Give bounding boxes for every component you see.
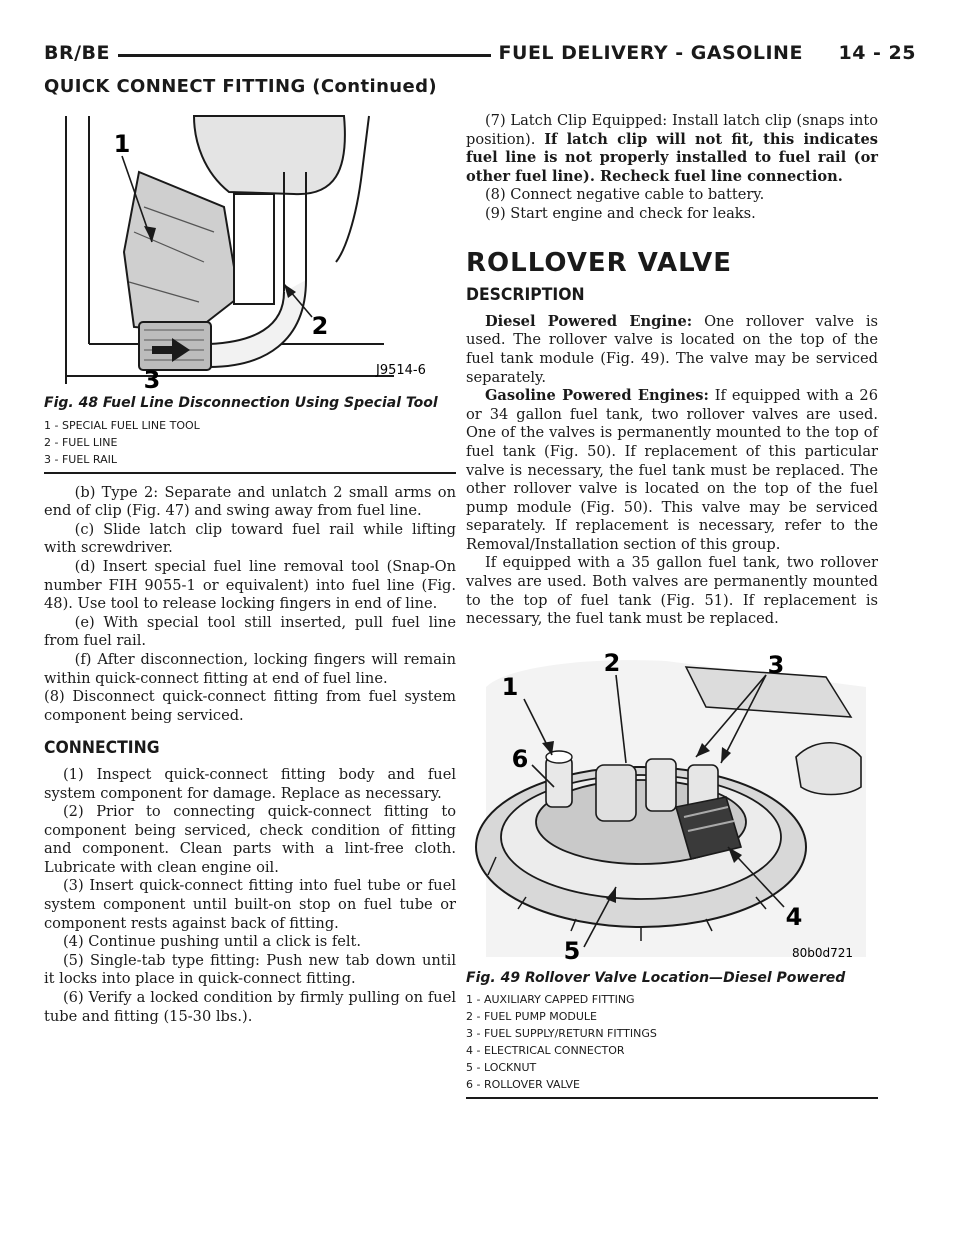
header-section-page: FUEL DELIVERY - GASOLINE 14 - 25 [491,42,916,64]
connect-step-4: (4) Continue pushing until a click is felt. [62,933,362,951]
connect-step-1: (1) Inspect quick-connect fitting body and fuel system component for damage. Replace as necessary. [44,765,456,802]
fig49-rule [466,1097,878,1099]
step-7-text: (7) Latch Clip Equipped: Install latch clip (snaps into position). [466,112,878,148]
fig49-callout-2: 2 [603,648,621,677]
step-d: (d) Insert special fuel line removal tool (Snap-On number FIH 9055-1 or equivalent) into fuel line (Fig. 48). Use tool to release locking fingers in end of line. [44,557,456,613]
connecting-heading: CONNECTING [44,738,160,759]
legend-item: 2 - FUEL PUMP MODULE [466,1010,597,1024]
step-8-disconnect: (8) Disconnect quick-connect fitting from fuel system component being serviced. [44,688,456,724]
fig48-callout-3: 3 [143,366,161,390]
legend-item: 2 - FUEL LINE [44,435,118,449]
step-7-latch-clip [466,112,878,186]
legend-item: 3 - FUEL SUPPLY/RETURN FITTINGS [466,1027,657,1041]
step-b: (b) Type 2: Separate and unlatch 2 small arms on end of clip (Fig. 47) and swing away from fuel line. [44,483,456,520]
fig49-callout-1: 1 [501,672,519,701]
legend-item: 1 - AUXILIARY CAPPED FITTING [466,993,635,1007]
continued-title: QUICK CONNECT FITTING (Continued) [44,76,438,97]
fig49-callout-4: 4 [785,902,803,931]
diesel-lead: Diesel Powered Engine: [484,312,693,330]
fig49-callout-6: 6 [511,744,529,773]
step-e: (e) With special tool still inserted, pull fuel line from fuel rail. [44,613,456,650]
gasoline-text: If equipped with a 26 or 34 gallon fuel tank, two rollover valves are used. One of the valves is permanently mounted to the top of fuel tank (Fig. 50). If replacement of this particular valve is necessary, the fuel tank must be replaced. The other rollover valve is located on the top of the fuel pump module (Fig. 50). This valve may be serviced separately. If replacement is necessary, refer to the Removal/Installation section of this group. [466,387,879,553]
fig48-caption: Fig. 48 Fuel Line Disconnection Using Special Tool [44,395,438,411]
legend-item: 5 - LOCKNUT [466,1061,537,1075]
figure-49 [466,647,878,1100]
legend-item: 4 - ELECTRICAL CONNECTOR [466,1044,625,1058]
fig49-callout-3: 3 [767,650,785,679]
connect-step-3: (3) Insert quick-connect fitting into fuel tube or fuel system component until built-on stop on fuel tube or component rests against back of fitting. [44,877,456,932]
fig48-code: J9514-6 [376,363,426,378]
fig49-callout-5: 5 [563,936,581,965]
left-column [44,112,456,1026]
connect-step-6: (6) Verify a locked condition by firmly pulling on fuel tube and fitting (15-30 lbs.). [44,989,456,1025]
fig49-legend [466,991,878,1093]
rollover-valve-heading: ROLLOVER VALVE [466,247,733,278]
fig48-illustration [44,112,456,390]
right-column [466,112,878,1099]
connect-step-5: (5) Single-tab type fitting: Push new tab down until it locks into place in quick-connect fitting. [44,951,456,988]
page-header [44,42,916,76]
fig49-illustration [466,647,878,965]
description-heading: DESCRIPTION [466,285,585,306]
fig49-code: 80b0d721 [792,945,854,960]
legend-item: 3 - FUEL RAIL [44,452,118,466]
fig48-callout-2: 2 [311,312,329,340]
fig49-caption: Fig. 49 Rollover Valve Location—Diesel Powered [466,969,846,986]
legend-item: 6 - ROLLOVER VALVE [466,1078,580,1092]
figure-48 [44,112,456,474]
gasoline-paragraph [466,387,878,554]
step-f: (f) After disconnection, locking fingers will remain within quick-connect fitting at end of fuel line. [44,650,456,687]
gasoline-lead: Gasoline Powered Engines: [484,387,709,405]
header-model: BR/BE [44,42,118,64]
fig48-legend [44,417,456,468]
step-c: (c) Slide latch clip toward fuel rail while lifting with screwdriver. [44,520,456,557]
tank-35-paragraph: If equipped with a 35 gallon fuel tank, two rollover valves are used. Both valves are permanently mounted to the top of fuel tank (Fig. 51). If replacement is necessary, the fuel tank must be replaced. [466,554,878,628]
step-7-warning: If latch clip will not fit, this indicates fuel line is not properly installed to fuel rail (or other fuel line). Recheck fuel line connection. [466,130,878,185]
fig48-rule [44,472,456,474]
fig48-callout-1: 1 [113,130,131,158]
diesel-paragraph [466,313,878,387]
step-9-start-engine: (9) Start engine and check for leaks. [484,204,756,222]
connect-step-2: (2) Prior to connecting quick-connect fitting to component being serviced, check condition of fitting and component. Clean parts with a lint-free cloth. Lubricate with clean engine oil. [44,803,456,876]
diesel-text: One rollover valve is used. The rollover valve is located on the top of the fuel tank module (Fig. 49). The valve may be serviced separately. [466,312,879,386]
legend-item: 1 - SPECIAL FUEL LINE TOOL [44,418,200,432]
step-8-battery: (8) Connect negative cable to battery. [484,186,765,204]
